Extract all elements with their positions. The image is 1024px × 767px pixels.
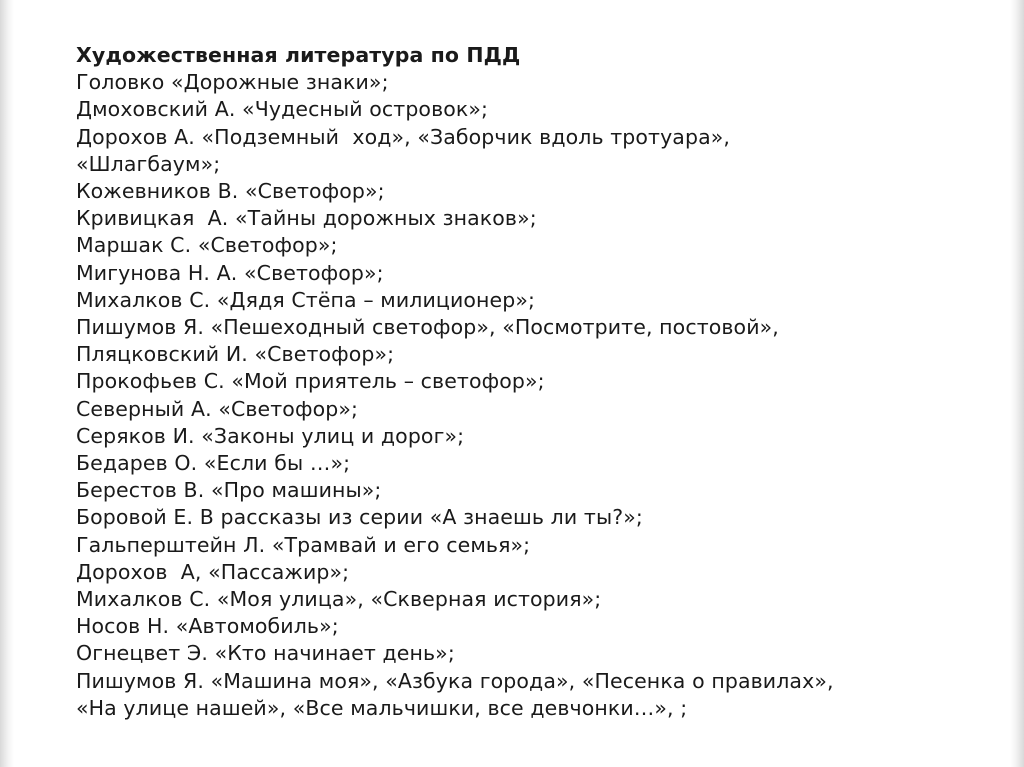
slide-right-edge — [1010, 0, 1024, 767]
document-title: Художественная литература по ПДД — [76, 43, 521, 67]
list-item: Боровой Е. В рассказы из серии «А знаешь ли ты?»; — [76, 505, 643, 530]
list-item: Михалков С. «Дядя Стёпа – милиционер»; — [76, 287, 536, 312]
list-item: Дорохов А. «Подземный ход», «Заборчик вдоль тротуара», — [76, 124, 731, 149]
list-item: Серяков И. «Законы улиц и дорог»; — [76, 423, 465, 448]
list-item: Мигунова Н. А. «Светофор»; — [76, 260, 384, 285]
list-item: Берестов В. «Про машины»; — [76, 478, 382, 503]
list-item: Гальперштейн Л. «Трамвай и его семья»; — [76, 532, 531, 557]
list-item: Пляцковский И. «Светофор»; — [76, 342, 395, 367]
bibliography-list — [76, 69, 976, 722]
list-item: Головко «Дорожные знаки»; — [76, 70, 389, 95]
list-item: Прокофьев С. «Мой приятель – светофор»; — [76, 369, 545, 394]
list-item: Бедарев О. «Если бы …»; — [76, 451, 351, 476]
list-item: Дорохов А, «Пассажир»; — [76, 559, 350, 584]
list-item: Маршак С. «Светофор»; — [76, 233, 338, 258]
slide-left-edge — [0, 0, 14, 767]
list-item: Огнецвет Э. «Кто начинает день»; — [76, 641, 455, 666]
list-item: Дмоховский А. «Чудесный островок»; — [76, 97, 489, 122]
list-item: Кривицкая А. «Тайны дорожных знаков»; — [76, 206, 537, 231]
list-item: Михалков С. «Моя улица», «Скверная история»; — [76, 587, 602, 612]
document-body — [76, 42, 976, 722]
list-item: Пишумов Я. «Пешеходный светофор», «Посмотрите, постовой», — [76, 315, 779, 340]
list-item: «Шлагбаум»; — [76, 151, 221, 176]
list-item: «На улице нашей», «Все мальчишки, все девчонки…», ; — [76, 695, 688, 720]
list-item: Пишумов Я. «Машина моя», «Азбука города», «Песенка о правилах», — [76, 668, 834, 693]
list-item: Кожевников В. «Светофор»; — [76, 179, 385, 204]
list-item: Носов Н. «Автомобиль»; — [76, 614, 339, 639]
list-item: Северный А. «Светофор»; — [76, 396, 358, 421]
